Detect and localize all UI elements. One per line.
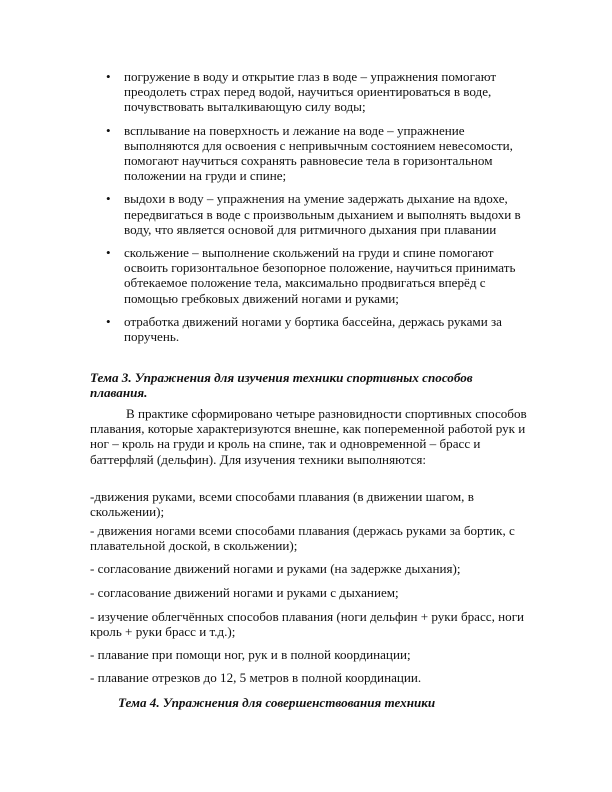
topic4-heading: Тема 4. Упражнения для совершенствования техники: [118, 695, 436, 710]
list-item: [106, 314, 526, 344]
list-item-text: выдохи в воду – упражнения на умение задержать дыхание на вдохе, передвигаться в воде с произвольным дыханием и выполнять выдохи в воду, что является основой для ритмичного дыхания при плавании: [124, 191, 521, 237]
list-item: [106, 69, 526, 115]
bullet-icon: •: [106, 191, 111, 207]
list-item: [106, 123, 526, 184]
topic3-intro-paragraph: В практике сформировано четыре разновидности спортивных способов плавания, которые характеризуются внешне, как попеременной работой рук и ног – кроль на груди и кроль на спине, так и одновременной – брасс и баттерфляй (дельфин). Для изучения техники выполняются:: [90, 406, 527, 467]
exercise-item: - согласование движений ногами и руками (на задержке дыхания);: [90, 561, 461, 576]
list-item-text: скольжение – выполнение скольжений на груди и спине помогают освоить горизонтальное безопорное положение, научиться принимать обтекаемое положение тела, максимально продвигаться вперёд с помощью гребковых движений ногами и руками;: [124, 245, 516, 306]
exercise-item: - плавание отрезков до 12, 5 метров в полной координации.: [90, 670, 422, 685]
exercise-item: - изучение облегчённых способов плавания (ноги дельфин + руки брасс, ноги кроль + руки брасс и т.д.);: [90, 609, 525, 640]
bullet-icon: •: [106, 245, 111, 261]
list-item-text: отработка движений ногами у бортика бассейна, держась руками за поручень.: [124, 313, 502, 345]
list-item: [106, 191, 526, 237]
list-item-text: погружение в воду и открытие глаз в воде – упражнения помогают преодолеть страх перед водой, научиться ориентироваться в воде, почувствовать выталкивающую силу воды;: [124, 69, 497, 115]
list-item: [106, 245, 526, 306]
exercise-item: - движения ногами всеми способами плавания (держась руками за бортик, с плавательной доской, в скольжении);: [90, 523, 515, 554]
exercise-item: - плавание при помощи ног, рук и в полной координации;: [90, 647, 411, 662]
exercise-item: -движения руками, всеми способами плавания (в движении шагом, в скольжении);: [90, 489, 474, 520]
bullet-icon: •: [106, 69, 111, 84]
bullet-icon: •: [106, 313, 111, 329]
exercise-item: - согласование движений ногами и руками с дыханием;: [90, 585, 399, 600]
topic3-heading: Тема 3. Упражнения для изучения техники спортивных способов плавания.: [90, 370, 473, 401]
list-item-text: всплывание на поверхность и лежание на воде – упражнение выполняются для освоения с непривычным состоянием невесомости, помогают научиться сохранять равновесие тела в горизонтальном положении на груди и спине;: [124, 122, 513, 184]
bullet-icon: •: [106, 122, 111, 138]
bullet-list: [106, 69, 526, 352]
